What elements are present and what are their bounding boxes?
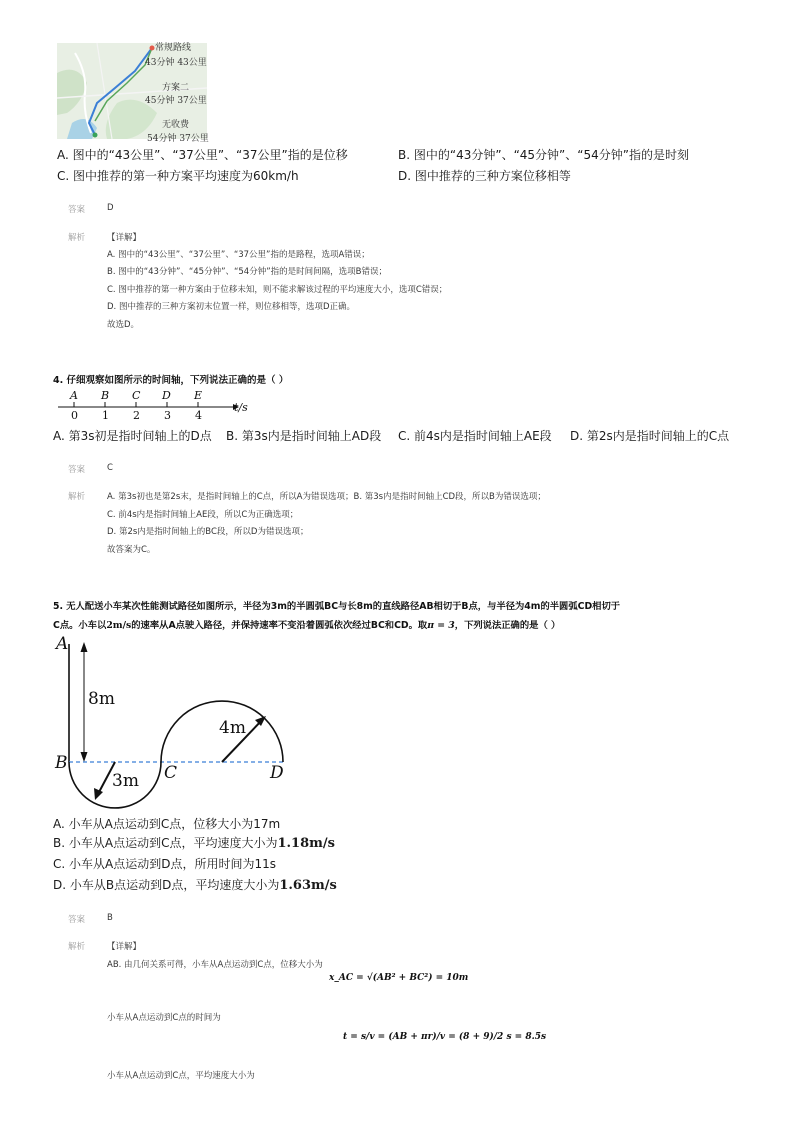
q5-option-text: C. 小车从A点运动到D点，所用时间为11s [53,857,276,871]
axis-number-0: 0 [71,409,78,422]
q5-answer: B [107,913,113,923]
q5-formula-1: x_AC = √(AB² + BC²) = 10m [329,973,469,983]
route3-info: 54分钟 37公里 [147,134,209,144]
q4-answer-tag: 答案 [68,465,86,475]
q3-option-a: A. 图中的“43公里”、“37公里”、“37公里”指的是位移 [57,148,348,162]
route2-name: 方案二 [162,83,190,93]
q5-option-value: 1.18m/s [277,836,335,851]
fig-label-4m: 4m [219,718,246,738]
q5-stem-speed: 2m/s [106,620,132,631]
q5-option-text: A. 小车从A点运动到C点，位移大小为17m [53,817,281,831]
q5-answer-tag: 答案 [68,915,86,925]
q4-option-d: D. 第2s内是指时间轴上的C点 [570,429,730,443]
axis-unit: t/s [234,401,248,414]
fig-label-b: B [55,753,68,773]
q3-analysis-line: A. 图中的“43公里”、“37公里”、“37公里”指的是路程，选项A错误； [107,250,370,260]
axis-letter-e: E [194,389,203,402]
axis-letter-c: C [132,389,141,402]
route1-name: 常规路线 [155,43,192,53]
fig-label-d: D [270,763,284,783]
q3-analysis-line: D. 图中推荐的三种方案初末位置一样，则位移相等，选项D正确。 [107,302,355,312]
q3-analysis-line: C. 图中推荐的第一种方案由于位移未知，则不能求解该过程的平均速度大小，选项C错误； [107,285,448,295]
route3-name: 无收费 [162,120,190,130]
q4-analysis-line: D. 第2s内是指时间轴上的BC段，所以D为错误选项； [107,527,309,537]
q4-analysis-line: C. 前4s内是指时间轴上AE段，所以C为正确选项； [107,510,299,520]
axis-letter-a: A [70,389,78,402]
q5-analysis-line2: 小车从A点运动到C点的时间为 [107,1013,221,1023]
q5-path-figure [55,632,300,810]
q4-analysis-tag: 解析 [68,492,86,502]
q3-analysis-line: B. 图中的“43分钟”、“45分钟”、“54分钟”指的是时间间隔，选项B错误； [107,267,387,277]
axis-letter-b: B [101,389,110,402]
fig-label-a: A [56,634,69,654]
q5-stem-line1: 5. 无人配送小车某次性能测试路径如图所示，半径为3m的半圆弧BC与长8m的直线路径AB相切于B点，与半径为4m的半圆弧CD相切于 [53,601,621,612]
q5-option-value: 1.63m/s [279,878,337,893]
axis-number-2: 2 [133,409,140,422]
q3-answer: D [107,203,114,213]
route2-info: 45分钟 37公里 [145,96,207,106]
q5-path-graphic [55,632,300,810]
q3-analysis-head: 【详解】 [107,233,142,243]
q5-stem-part: 的速率从A点驶入路径，并保持速率不变沿着圆弧依次经过BC和CD。取 [131,620,428,631]
q4-option-c: C. 前4s内是指时间轴上AE段 [398,429,552,443]
q4-analysis-line: 故答案为C。 [107,545,156,555]
axis-number-4: 4 [195,409,202,422]
q3-analysis-tag: 解析 [68,233,86,243]
fig-label-c: C [164,763,178,783]
q5-option-b [53,834,335,851]
q5-analysis-tag: 解析 [68,942,86,952]
q3-answer-tag: 答案 [68,205,86,215]
fig-label-8m: 8m [88,689,115,709]
q4-option-b: B. 第3s内是指时间轴上AD段 [226,429,382,443]
q5-analysis-line1: AB. 由几何关系可得，小车从A点运动到C点，位移大小为 [107,960,323,970]
axis-number-3: 3 [164,409,171,422]
q3-analysis-line: 故选D。 [107,320,140,330]
axis-letter-d: D [162,389,171,402]
route1-info: 43分钟 43公里 [145,58,207,68]
q5-stem-part: C点。小车以 [53,620,107,631]
q5-option-text: D. 小车从B点运动到D点，平均速度大小为 [53,878,280,892]
q3-option-c: C. 图中推荐的第一种方案平均速度为60km/h [57,169,299,183]
q4-analysis-line: A. 第3s初也是第2s末，是指时间轴上的C点，所以A为错误选项；B. 第3s内是指时间轴上CD段，所以B为错误选项； [107,492,546,502]
q5-option-c [53,855,276,872]
q5-analysis-line3: 小车从A点运动到C点，平均速度大小为 [107,1071,255,1081]
q5-option-a [53,815,280,832]
q5-stem-line2 [53,617,560,631]
q5-option-text: B. 小车从A点运动到C点，平均速度大小为 [53,836,278,850]
q5-analysis-head: 【详解】 [107,942,142,952]
q4-option-a: A. 第3s初是指时间轴上的D点 [53,429,212,443]
q4-answer: C [107,463,113,473]
q4-stem: 4. 仔细观察如图所示的时间轴，下列说法正确的是（ ） [53,375,289,386]
q3-option-d: D. 图中推荐的三种方案位移相等 [398,169,571,183]
q5-formula-2: t = s/v = (AB + πr)/v = (8 + 9)/2 s = 8.5s [343,1032,547,1042]
q5-option-d [53,876,337,893]
axis-number-1: 1 [102,409,109,422]
q5-stem-part: ，下列说法正确的是（ ） [454,620,561,631]
q5-stem-pi: π = 3 [427,620,455,631]
q3-option-b: B. 图中的“43分钟”、“45分钟”、“54分钟”指的是时刻 [398,148,689,162]
fig-label-3m: 3m [112,771,139,791]
